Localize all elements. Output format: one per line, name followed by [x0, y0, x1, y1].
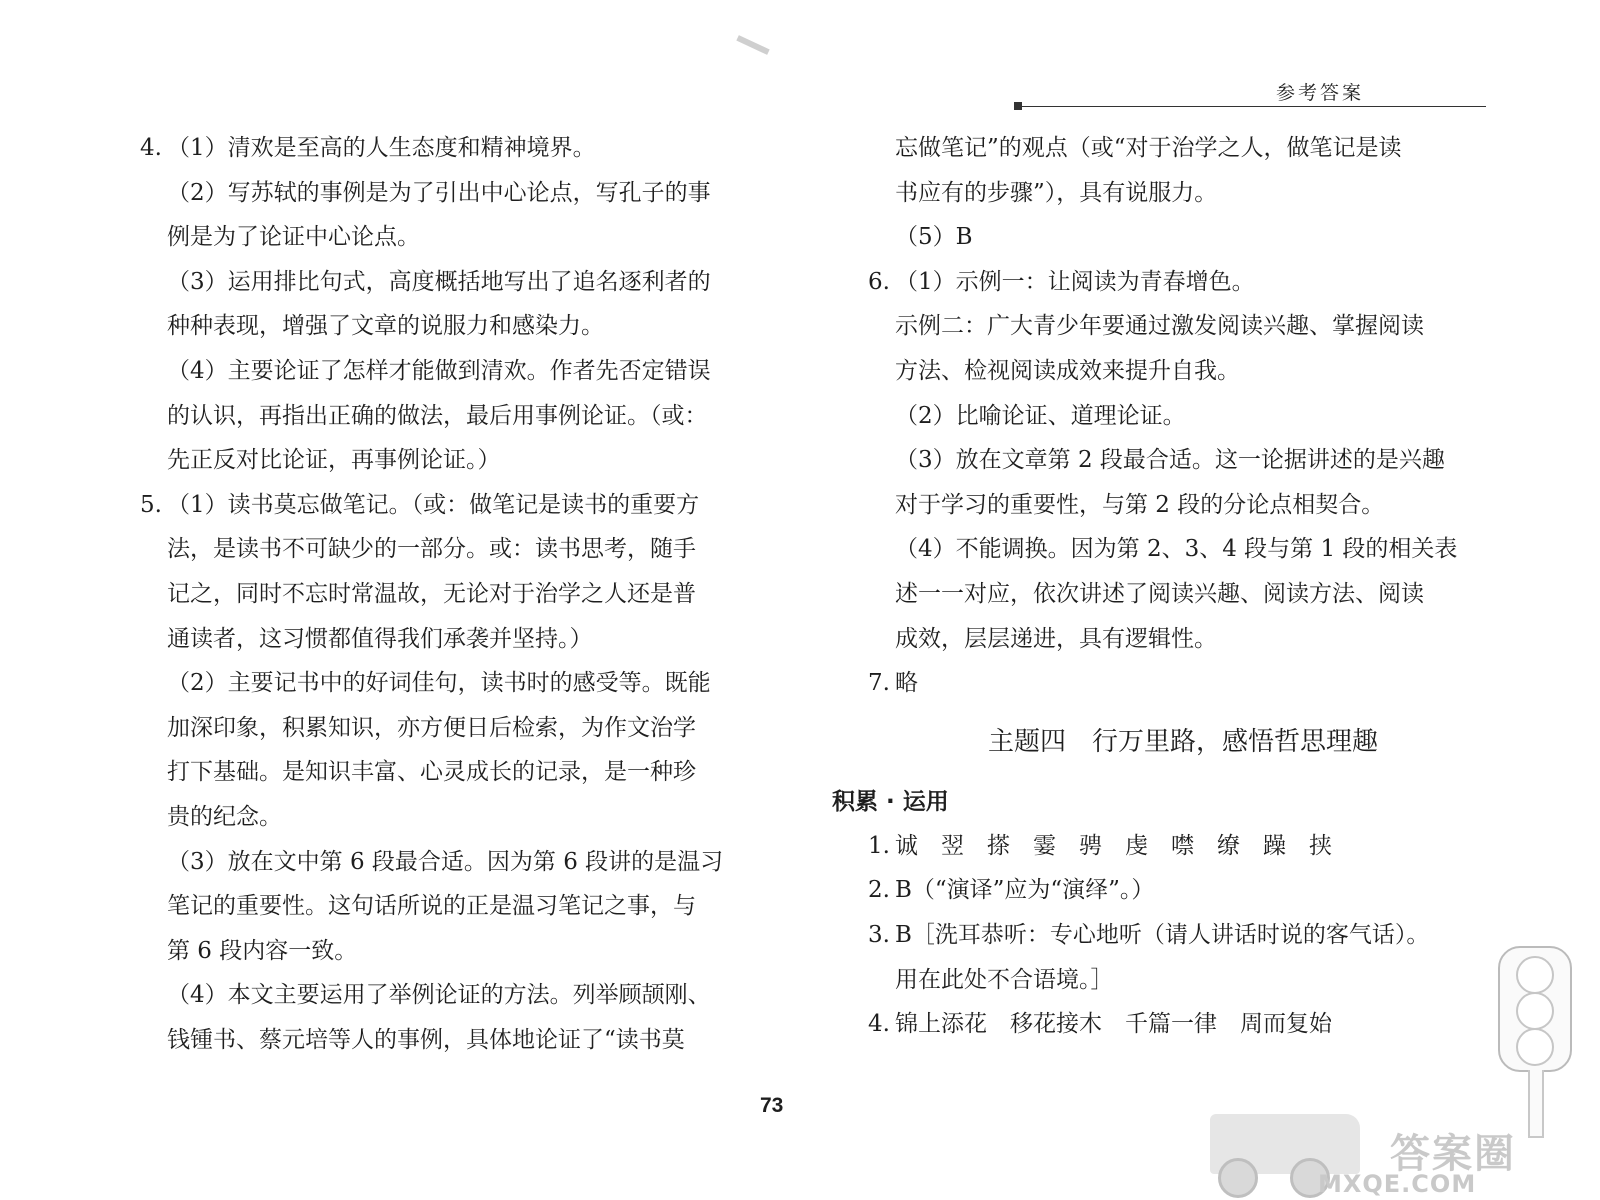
watermark-url: MXQE.COM: [1318, 1170, 1477, 1198]
answer-line: [868, 824, 1478, 869]
question-number: 5.: [140, 491, 162, 518]
question-number: 7.: [868, 670, 890, 697]
answer-text: 述一一对应，依次讲述了阅读兴趣、阅读方法、阅读: [895, 580, 1424, 607]
theme-title: 主题四 行万里路，感悟哲思理趣: [987, 726, 1378, 757]
answer-line: [140, 349, 740, 394]
left-column: [140, 126, 740, 1062]
header-rule: [1018, 106, 1486, 107]
answer-text: 记之，同时不忘时常温故，无论对于治学之人还是普: [167, 580, 696, 607]
lamp-bottom: [1516, 1028, 1554, 1066]
answer-text: 例是为了论证中心论点。: [167, 224, 420, 251]
answer-text: 用在此处不合语境。］: [895, 966, 1114, 993]
answer-line: [140, 394, 740, 439]
answer-text: B［洗耳恭听：专心地听（请人讲话时说的客气话）。: [895, 921, 1430, 948]
answer-line: [140, 126, 740, 171]
right-answers-after: [868, 824, 1478, 1047]
answer-line: [868, 260, 1478, 305]
answer-line: [868, 438, 1478, 483]
answer-line: [140, 884, 740, 929]
answer-line: [868, 483, 1478, 528]
answer-text: （2）主要记书中的好词佳句，读书时的感受等。既能: [167, 670, 711, 697]
answer-line: [868, 617, 1478, 662]
page-header: [1018, 78, 1486, 108]
question-number: 6.: [868, 268, 890, 295]
answer-text: 贵的纪念。: [167, 803, 282, 830]
answer-line: [140, 795, 740, 840]
answer-line: [140, 1018, 740, 1063]
section-title: 积累 · 运用: [832, 788, 949, 815]
answer-line: [140, 304, 740, 349]
answer-text: 先正反对比论证，再事例论证。）: [167, 447, 501, 474]
answer-text: 笔记的重要性。这句话所说的正是温习笔记之事，与: [167, 893, 696, 920]
wheel-icon: [1218, 1158, 1258, 1198]
answer-text: 对于学习的重要性，与第 2 段的分论点相契合。: [895, 491, 1385, 518]
question-number: 1.: [868, 832, 890, 859]
answer-text: 的认识，再指出正确的做法，最后用事例论证。（或：: [167, 402, 708, 429]
question-number: 4.: [140, 135, 162, 161]
answer-line: [868, 958, 1478, 1003]
answer-line: [868, 527, 1478, 572]
page-number: 73: [760, 1094, 784, 1117]
answer-line: [868, 572, 1478, 617]
answer-line: [868, 349, 1478, 394]
answer-text: 法，是读书不可缺少的一部分。或：读书思考，随手: [167, 536, 696, 563]
answer-line: [868, 215, 1478, 260]
answer-line: [868, 126, 1478, 171]
answer-line: [868, 394, 1478, 439]
answer-text: 方法、检视阅读成效来提升自我。: [895, 357, 1240, 384]
right-column: [832, 126, 1478, 1047]
answer-line: [868, 913, 1478, 958]
answer-text: 钱锺书、蔡元培等人的事例，具体地论证了“读书莫: [167, 1026, 685, 1053]
question-number: 3.: [868, 921, 890, 948]
lamp-middle: [1516, 992, 1554, 1030]
answer-line: [140, 260, 740, 305]
answer-line: [140, 973, 740, 1018]
answer-text: （3）运用排比句式，高度概括地写出了追名逐利者的: [167, 268, 711, 295]
lamp-top: [1516, 956, 1554, 994]
answer-text: 通读者，这习惯都值得我们承袭并坚持。）: [167, 625, 593, 652]
answer-text: 锦上添花 移花接木 千篇一律 周而复始: [895, 1011, 1332, 1038]
answer-text: （2）写苏轼的事例是为了引出中心论点，写孔子的事: [167, 179, 711, 206]
answer-text: （1）清欢是至高的人生态度和精神境界。: [167, 135, 596, 161]
watermark-logo: 答案圈: [1390, 1131, 1516, 1177]
answer-line: [140, 171, 740, 216]
answer-text: 加深印象，积累知识，亦方便日后检索，为作文治学: [167, 714, 696, 741]
answer-text: （3）放在文章第 2 段最合适。这一论据讲述的是兴趣: [895, 447, 1445, 474]
question-number: 4.: [868, 1011, 890, 1038]
answer-text: 忘做笔记”的观点（或“对于治学之人，做笔记是读: [895, 135, 1402, 161]
answer-text: 第 6 段内容一致。: [167, 937, 358, 964]
answer-line: [140, 483, 740, 528]
answer-line: [140, 661, 740, 706]
answer-text: （5）B: [895, 224, 973, 251]
right-answers: [868, 126, 1478, 706]
scan-mark: [736, 35, 769, 55]
answer-text: 示例二：广大青少年要通过激发阅读兴趣、掌握阅读: [895, 313, 1424, 340]
answer-text: （3）放在文中第 6 段最合适。因为第 6 段讲的是温习: [167, 848, 724, 875]
answer-text: （4）主要论证了怎样才能做到清欢。作者先否定错误: [167, 357, 711, 384]
answer-text: 成效，层层递进，具有逻辑性。: [895, 625, 1217, 652]
answer-text: 书应有的步骤”），具有说服力。: [895, 179, 1218, 206]
traffic-light-icon: [1498, 946, 1572, 1072]
answer-line: [140, 840, 740, 885]
answer-line: [140, 572, 740, 617]
answer-line: [140, 617, 740, 662]
answer-text: 诚 翌 搽 霎 骋 虔 噤 缭 躁 挟: [895, 832, 1332, 859]
answer-text: 种种表现，增强了文章的说服力和感染力。: [167, 313, 604, 340]
answer-line: [868, 1002, 1478, 1047]
answer-text: （1）读书莫忘做笔记。（或：做笔记是读书的重要方: [167, 491, 700, 518]
question-number: 2.: [868, 877, 890, 904]
answer-text: （2）比喻论证、道理论证。: [895, 402, 1186, 429]
traffic-light-pole: [1528, 1070, 1544, 1138]
answer-text: （4）不能调换。因为第 2、3、4 段与第 1 段的相关表: [895, 536, 1458, 563]
answer-line: [140, 750, 740, 795]
answer-text: 打下基础。是知识丰富、心灵成长的记录，是一种珍: [167, 759, 696, 786]
header-title: 参考答案: [1275, 82, 1364, 104]
answer-line: [140, 706, 740, 751]
answer-line: [140, 929, 740, 974]
answer-text: B（“演译”应为“演绎”。）: [895, 877, 1155, 904]
answer-text: 略: [895, 670, 918, 697]
answer-line: [868, 171, 1478, 216]
answer-line: [868, 661, 1478, 706]
answer-line: [140, 215, 740, 260]
answer-line: [868, 304, 1478, 349]
answer-text: （1）示例一：让阅读为青春增色。: [895, 268, 1255, 295]
answer-line: [140, 438, 740, 483]
answer-line: [868, 868, 1478, 913]
answer-text: （4）本文主要运用了举例论证的方法。列举顾颉刚、: [167, 982, 711, 1009]
answer-line: [140, 527, 740, 572]
